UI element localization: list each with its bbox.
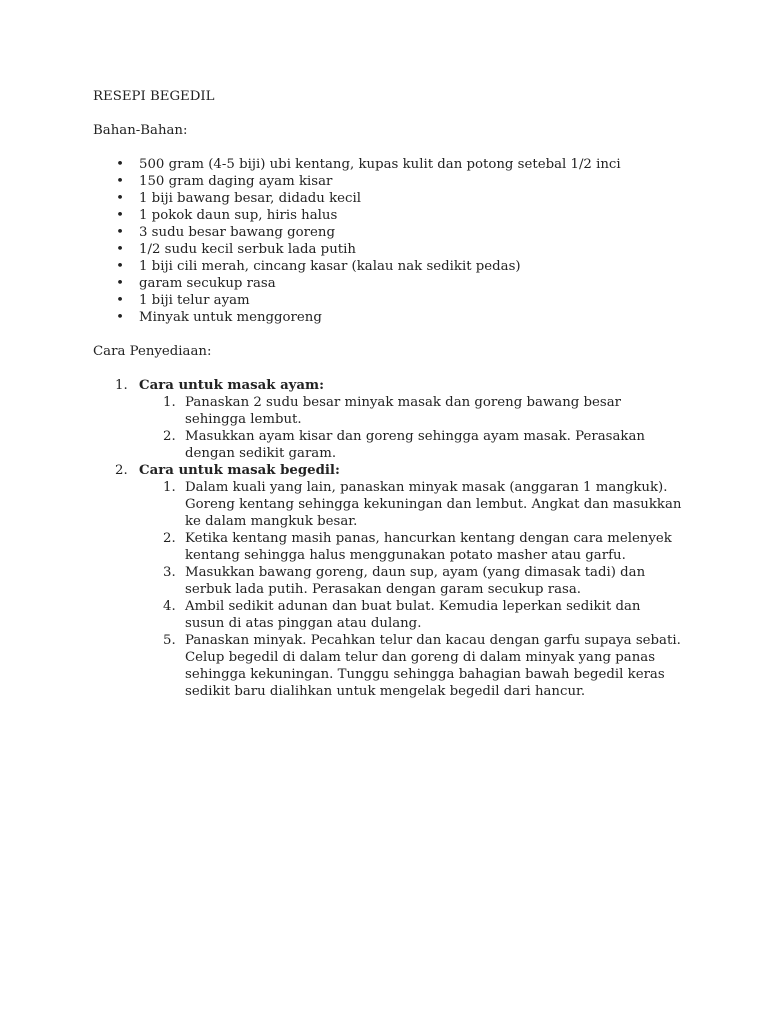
bullet-icon: •	[116, 208, 124, 223]
ingredient-item	[93, 207, 683, 224]
document-content	[93, 88, 683, 700]
sub-step	[139, 564, 683, 598]
ingredient-text: 1 pokok daun sup, hiris halus	[139, 208, 338, 223]
sub-step-text: Masukkan ayam kisar dan goreng sehingga ayam masak. Perasakan dengan sedikit garam.	[185, 429, 645, 461]
ingredient-item	[93, 258, 683, 275]
ingredient-item	[93, 173, 683, 190]
ingredients-list	[93, 156, 683, 326]
sub-step-text: Ambil sedikit adunan dan buat bulat. Kemudia leperkan sedikit dan susun di atas pinggan atau dulang.	[185, 599, 641, 631]
ingredient-text: 500 gram (4-5 biji) ubi kentang, kupas kulit dan potong setebal 1/2 inci	[139, 157, 621, 172]
sub-step	[139, 632, 683, 700]
ingredient-item	[93, 309, 683, 326]
sub-step-number: 2.	[163, 531, 176, 546]
ingredient-item	[93, 156, 683, 173]
method-sections-list	[93, 377, 683, 700]
bullet-icon: •	[116, 174, 124, 189]
sub-step	[139, 428, 683, 462]
sub-step-number: 5.	[163, 633, 176, 648]
method-section	[93, 462, 683, 700]
bullet-icon: •	[116, 242, 124, 257]
ingredients-heading: Bahan-Bahan:	[93, 123, 188, 138]
ingredient-text: 1/2 sudu kecil serbuk lada putih	[139, 242, 356, 257]
sub-step	[139, 598, 683, 632]
sub-steps-list	[139, 394, 683, 462]
sub-step	[139, 530, 683, 564]
ingredient-text: 1 biji cili merah, cincang kasar (kalau nak sedikit pedas)	[139, 259, 521, 274]
recipe-title: RESEPI BEGEDIL	[93, 89, 215, 104]
ingredient-item	[93, 241, 683, 258]
sub-step-number: 1.	[163, 395, 176, 410]
section-title: Cara untuk masak ayam:	[139, 378, 325, 393]
sub-step-text: Dalam kuali yang lain, panaskan minyak masak (anggaran 1 mangkuk). Goreng kentang sehingga kekuningan dan lembut. Angkat dan masukkan ke dalam mangkuk besar.	[185, 480, 682, 529]
section-number: 2.	[115, 463, 128, 478]
ingredient-text: garam secukup rasa	[139, 276, 276, 291]
ingredient-text: Minyak untuk menggoreng	[139, 310, 322, 325]
sub-step-text: Ketika kentang masih panas, hancurkan kentang dengan cara melenyek kentang sehingga halus menggunakan potato masher atau garfu.	[185, 531, 672, 563]
section-number: 1.	[115, 378, 128, 393]
sub-step-text: Panaskan minyak. Pecahkan telur dan kacau dengan garfu supaya sebati. Celup begedil di dalam telur dan goreng di dalam minyak yang panas sehingga kekuningan. Tunggu sehingga bahagian bawah begedil keras sedikit baru dialihkan untuk mengelak begedil dari hancur.	[185, 633, 681, 699]
ingredient-item	[93, 292, 683, 309]
bullet-icon: •	[116, 191, 124, 206]
sub-step	[139, 394, 683, 428]
sub-steps-list	[139, 479, 683, 700]
sub-step-number: 2.	[163, 429, 176, 444]
bullet-icon: •	[116, 225, 124, 240]
sub-step-number: 3.	[163, 565, 176, 580]
method-section	[93, 377, 683, 462]
bullet-icon: •	[116, 259, 124, 274]
bullet-icon: •	[116, 276, 124, 291]
bullet-icon: •	[116, 293, 124, 308]
ingredient-item	[93, 190, 683, 207]
bullet-icon: •	[116, 157, 124, 172]
sub-step	[139, 479, 683, 530]
method-heading: Cara Penyediaan:	[93, 344, 212, 359]
sub-step-text: Masukkan bawang goreng, daun sup, ayam (yang dimasak tadi) dan serbuk lada putih. Perasakan dengan garam secukup rasa.	[185, 565, 646, 597]
ingredient-text: 1 biji bawang besar, didadu kecil	[139, 191, 361, 206]
sub-step-number: 4.	[163, 599, 176, 614]
ingredient-text: 1 biji telur ayam	[139, 293, 250, 308]
ingredient-text: 150 gram daging ayam kisar	[139, 174, 333, 189]
ingredient-text: 3 sudu besar bawang goreng	[139, 225, 335, 240]
ingredient-item	[93, 224, 683, 241]
bullet-icon: •	[116, 310, 124, 325]
ingredient-item	[93, 275, 683, 292]
sub-step-text: Panaskan 2 sudu besar minyak masak dan goreng bawang besar sehingga lembut.	[185, 395, 621, 427]
sub-step-number: 1.	[163, 480, 176, 495]
section-title: Cara untuk masak begedil:	[139, 463, 340, 478]
